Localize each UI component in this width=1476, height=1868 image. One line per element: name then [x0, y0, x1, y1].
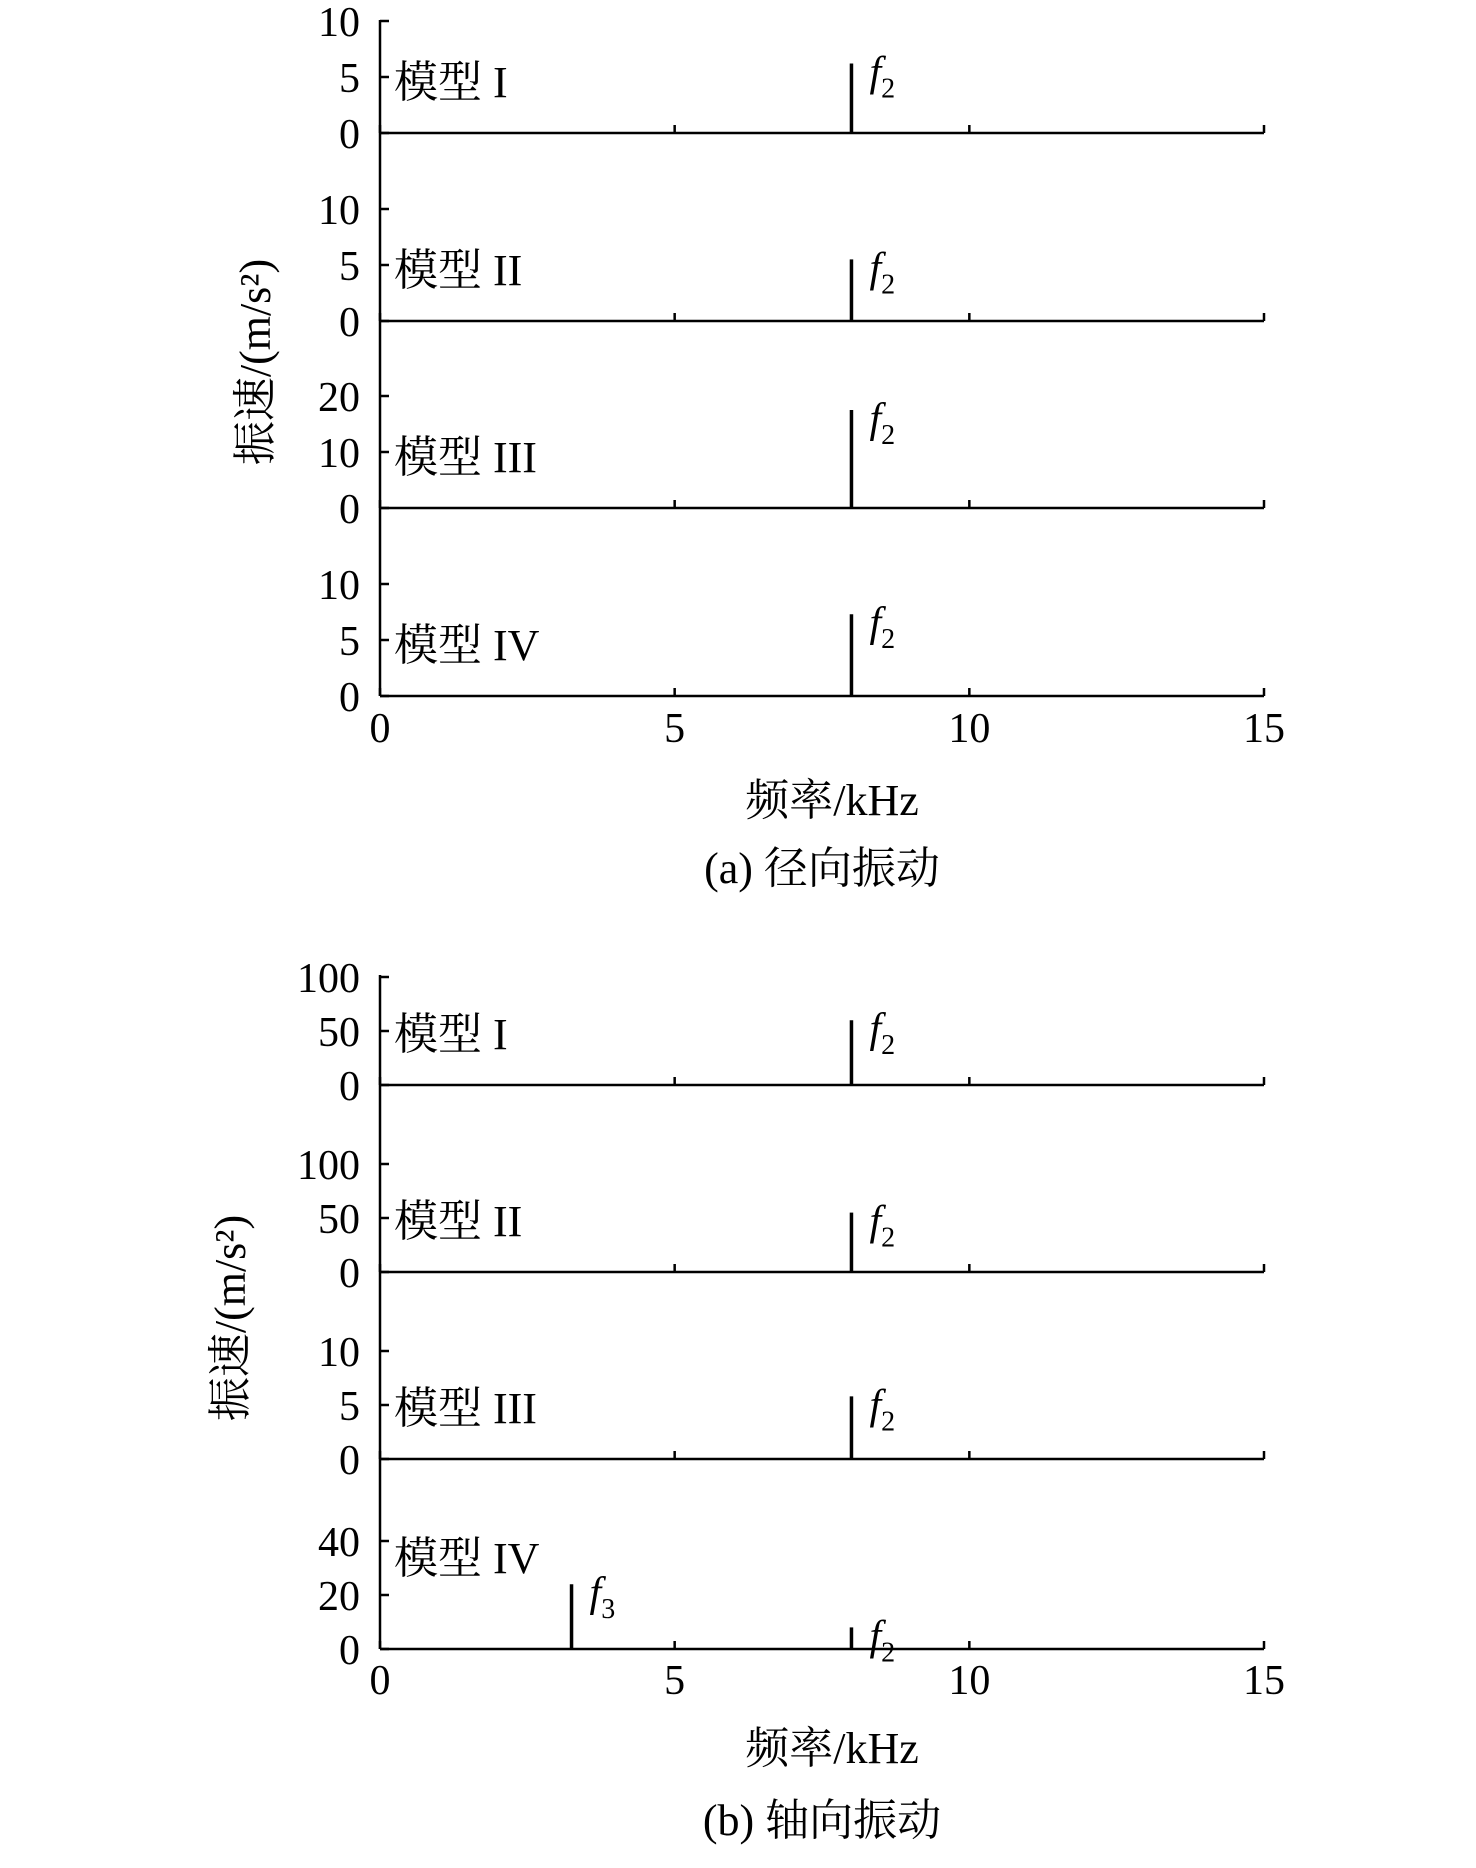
- chart1-panel2-y-tick-label-2: 10: [318, 188, 360, 234]
- chart1-panel4-model-label: 模型 IV: [394, 621, 540, 670]
- chart1-panel2-peak-label-0: $f_2$: [869, 245, 896, 301]
- chart2-panel4-y-tick-label-1: 20: [318, 1574, 360, 1620]
- chart2-panel2-y-tick-label-2: 100: [297, 1143, 360, 1189]
- chart2-panel1-y-tick-label-2: 100: [297, 956, 360, 1002]
- chart1-panel3-model-label: 模型 III: [394, 433, 537, 482]
- chart1-x-axis-title: 频率/kHz: [745, 776, 919, 825]
- chart1-x-tick-label-2: 10: [948, 706, 991, 752]
- chart1-panel3-y-tick-label-0: 0: [339, 487, 360, 533]
- chart2-panel2-y-tick-label-0: 0: [339, 1251, 360, 1297]
- chart2-x-tick-label-3: 15: [1243, 1658, 1285, 1704]
- chart2-panel2-peak-label-0: $f_2$: [869, 1198, 896, 1254]
- chart2-panel3-peak-label-0: $f_2$: [869, 1382, 896, 1438]
- chart1-panel1-y-tick-label-2: 10: [318, 0, 360, 46]
- chart1-panel4-peak-label-0: $f_2$: [869, 600, 896, 656]
- chart2-y-axis-title: 振速/(m/s²): [206, 1214, 255, 1422]
- chart1-panel4-y-tick-label-0: 0: [339, 675, 360, 721]
- chart1-panel3-y-tick-label-1: 10: [318, 431, 360, 477]
- chart1-panel1-model-label: 模型 I: [394, 58, 508, 107]
- chart1-x-tick-label-0: 0: [369, 706, 391, 752]
- chart1-panel1-peak-label-0: $f_2$: [869, 49, 896, 105]
- chart1-x-tick-label-3: 15: [1243, 706, 1285, 752]
- chart2-panel4-y-tick-label-2: 40: [318, 1520, 360, 1566]
- chart2-x-axis-title: 频率/kHz: [745, 1724, 919, 1773]
- chart2-panel2-y-tick-label-1: 50: [318, 1197, 360, 1243]
- chart2-panel1-model-label: 模型 I: [394, 1010, 508, 1059]
- chart1-y-axis-title: 振速/(m/s²): [231, 258, 280, 466]
- chart1-panel4-y-tick-label-2: 10: [318, 563, 360, 609]
- chart1-panel1-y-tick-label-1: 5: [339, 56, 360, 102]
- chart1-panel2-y-tick-label-0: 0: [339, 300, 360, 346]
- chart2-panel4-peak-label-1: $f_2$: [869, 1613, 896, 1669]
- chart2-x-tick-label-1: 5: [664, 1658, 686, 1704]
- chart2-panel3-y-tick-label-1: 5: [339, 1384, 360, 1430]
- chart2-panel1-peak-label-0: $f_2$: [869, 1006, 896, 1062]
- chart2-panel4-peak-label-0: $f_3$: [589, 1570, 616, 1626]
- chart1-panel2-y-tick-label-1: 5: [339, 244, 360, 290]
- chart1-panel4-y-tick-label-1: 5: [339, 619, 360, 665]
- chart2-panel3-y-tick-label-2: 10: [318, 1330, 360, 1376]
- chart2-panel1-y-tick-label-0: 0: [339, 1064, 360, 1110]
- chart2-x-tick-label-0: 0: [369, 1658, 391, 1704]
- chart2-panel3-y-tick-label-0: 0: [339, 1438, 360, 1484]
- chart1-panel3-peak-label-0: $f_2$: [869, 396, 896, 451]
- chart1-panel1-y-tick-label-0: 0: [339, 112, 360, 158]
- chart2-caption: (b) 轴向振动: [702, 1796, 942, 1845]
- chart2-panel4-y-tick-label-0: 0: [339, 1628, 360, 1674]
- chart2-panel1-y-tick-label-1: 50: [318, 1010, 360, 1056]
- chart2-x-tick-label-2: 10: [948, 1658, 991, 1704]
- chart2-panel3-model-label: 模型 III: [394, 1384, 537, 1433]
- chart1-caption: (a) 径向振动: [704, 844, 940, 893]
- chart1-panel3-y-tick-label-2: 20: [318, 375, 360, 421]
- chart1-x-tick-label-1: 5: [664, 706, 686, 752]
- chart2-panel4-model-label: 模型 IV: [394, 1534, 540, 1583]
- chart2-panel2-model-label: 模型 II: [394, 1197, 523, 1246]
- chart1-panel2-model-label: 模型 II: [394, 246, 523, 295]
